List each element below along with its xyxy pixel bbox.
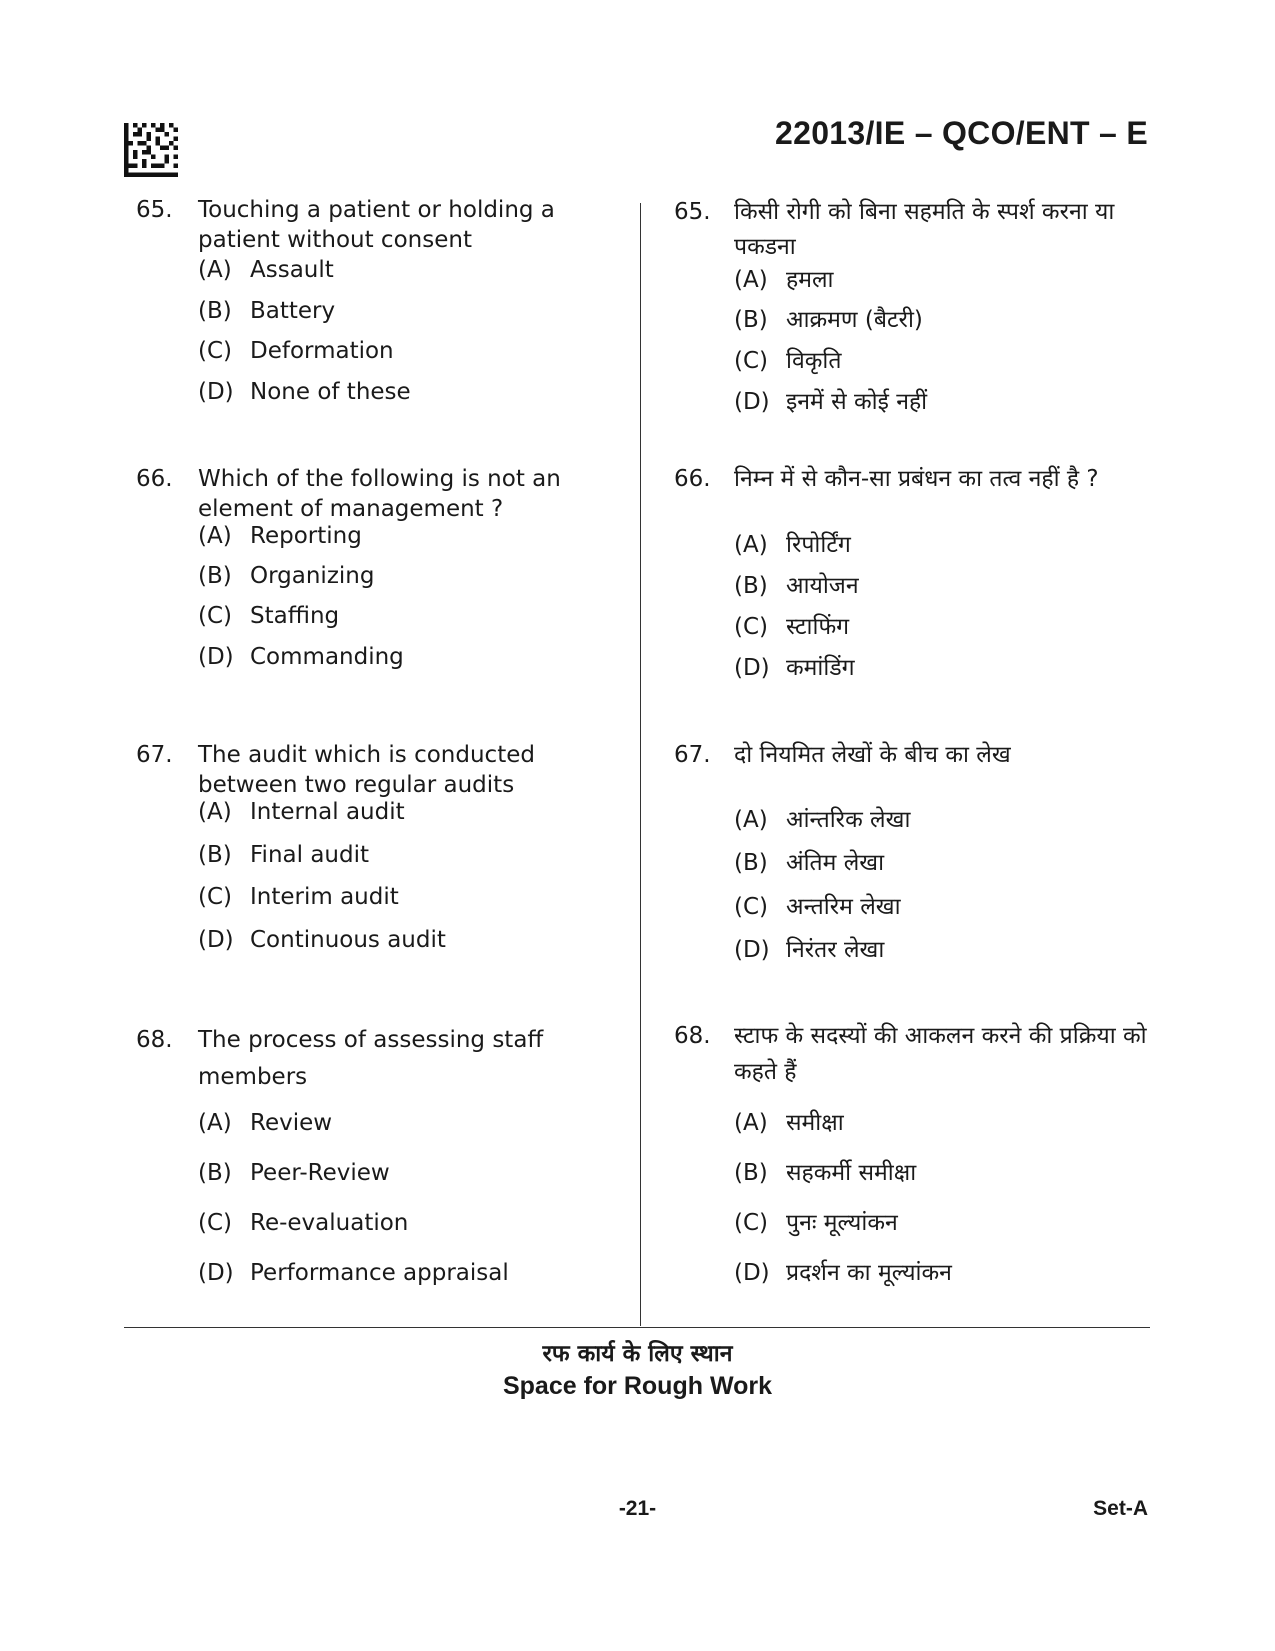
option-label: (B)	[734, 307, 768, 333]
option-text: विकृति	[786, 348, 842, 374]
option-b[interactable]	[198, 840, 369, 870]
option-text: आंन्तरिक लेखा	[786, 807, 911, 833]
option-c[interactable]	[198, 882, 399, 912]
question-number: 66.	[136, 466, 173, 492]
option-label: (B)	[198, 1160, 232, 1186]
option-text: Assault	[250, 257, 334, 283]
option-d[interactable]	[198, 642, 404, 672]
question-68-hi	[674, 1018, 1154, 1286]
option-c[interactable]	[734, 1208, 898, 1238]
option-d[interactable]	[734, 1258, 952, 1288]
option-text: अंतिम लेखा	[786, 850, 885, 876]
option-label: (B)	[198, 563, 232, 589]
option-label: (C)	[198, 884, 233, 910]
option-label: (D)	[734, 1260, 770, 1286]
question-text: The audit which is conducted between two regular audits	[198, 742, 535, 798]
option-label: (A)	[198, 1110, 232, 1136]
column-divider	[640, 203, 641, 1326]
question-68-en	[136, 1022, 626, 1286]
option-label: (C)	[198, 1210, 233, 1236]
question-65-en	[136, 195, 626, 405]
page-number: -21-	[618, 1497, 657, 1520]
option-d[interactable]	[198, 1258, 509, 1288]
option-label: (D)	[734, 937, 770, 963]
option-d[interactable]	[734, 387, 927, 417]
option-text: रिपोर्टिंग	[786, 532, 851, 558]
option-b[interactable]	[198, 1158, 390, 1188]
question-number: 67.	[136, 742, 173, 768]
option-text: Peer-Review	[250, 1160, 390, 1186]
option-label: (C)	[198, 603, 233, 629]
question-67-hi	[674, 740, 1154, 963]
option-c[interactable]	[198, 1208, 408, 1238]
option-label: (B)	[734, 850, 768, 876]
option-text: None of these	[250, 379, 411, 405]
option-text: प्रदर्शन का मूल्यांकन	[786, 1260, 952, 1286]
option-d[interactable]	[198, 377, 411, 407]
question-number: 67.	[674, 742, 711, 768]
option-label: (A)	[198, 257, 232, 283]
option-text: Re-evaluation	[250, 1210, 409, 1236]
question-text: स्टाफ के सदस्यों की आकलन करने की प्रक्रिया को कहते हैं	[734, 1023, 1147, 1085]
option-d[interactable]	[198, 925, 446, 955]
question-text: किसी रोगी को बिना सहमति के स्पर्श करना या पकडना	[734, 199, 1115, 260]
option-text: Final audit	[250, 842, 369, 868]
rough-work-hindi: रफ कार्य के लिए स्थान	[542, 1340, 733, 1367]
set-label: Set-A	[1093, 1497, 1148, 1520]
option-b[interactable]	[198, 296, 335, 326]
option-text: अन्तरिम लेखा	[786, 894, 901, 920]
option-text: निरंतर लेखा	[786, 937, 885, 963]
option-text: पुनः मूल्यांकन	[786, 1210, 898, 1236]
option-d[interactable]	[734, 935, 884, 965]
option-text: आक्रमण (बैटरी)	[786, 307, 923, 333]
option-text: Battery	[250, 298, 336, 324]
option-text: Continuous audit	[250, 927, 446, 953]
option-label: (D)	[734, 389, 770, 415]
option-a[interactable]	[198, 521, 362, 551]
option-label: (B)	[198, 298, 232, 324]
option-text: आयोजन	[786, 573, 859, 599]
paper-code: 22013/IE – QCO/ENT – E	[775, 115, 1148, 151]
question-text: Which of the following is not an element of management ?	[198, 466, 561, 522]
option-a[interactable]	[198, 255, 334, 285]
option-text: Commanding	[250, 644, 404, 670]
option-label: (A)	[198, 799, 232, 825]
option-label: (A)	[734, 1110, 768, 1136]
question-text: Touching a patient or holding a patient without consent	[198, 197, 555, 253]
option-label: (C)	[734, 348, 769, 374]
option-label: (D)	[198, 379, 234, 405]
option-text: Review	[250, 1110, 333, 1136]
option-text: इनमें से कोई नहीं	[786, 389, 928, 415]
question-66-hi	[674, 464, 1154, 681]
option-label: (C)	[198, 338, 233, 364]
option-b[interactable]	[734, 1158, 916, 1188]
option-b[interactable]	[734, 848, 884, 878]
option-text: Deformation	[250, 338, 394, 364]
option-text: Organizing	[250, 563, 375, 589]
option-text: कमांडिंग	[786, 655, 855, 681]
option-label: (B)	[198, 842, 232, 868]
option-c[interactable]	[734, 346, 841, 376]
option-label: (A)	[734, 807, 768, 833]
option-d[interactable]	[734, 653, 855, 683]
option-text: सहकर्मी समीक्षा	[786, 1160, 917, 1186]
option-text: Staffing	[250, 603, 340, 629]
option-label: (C)	[734, 894, 769, 920]
option-c[interactable]	[734, 892, 901, 922]
option-a[interactable]	[734, 1108, 844, 1138]
option-label: (B)	[734, 1160, 768, 1186]
question-number: 65.	[136, 197, 173, 223]
option-c[interactable]	[734, 612, 849, 642]
option-text: स्टाफिंग	[786, 614, 850, 640]
rough-work-english: Space for Rough Work	[502, 1372, 772, 1400]
option-text: Reporting	[250, 523, 362, 549]
question-number: 68.	[674, 1023, 711, 1049]
option-text: Performance appraisal	[250, 1260, 509, 1286]
option-b[interactable]	[734, 305, 923, 335]
option-label: (D)	[198, 927, 234, 953]
qr-code	[124, 123, 178, 177]
option-b[interactable]	[198, 561, 374, 591]
option-label: (A)	[734, 532, 768, 558]
question-text: दो नियमित लेखों के बीच का लेख	[734, 742, 1011, 768]
option-c[interactable]	[198, 336, 394, 366]
question-number: 66.	[674, 466, 711, 492]
option-text: Interim audit	[250, 884, 399, 910]
bottom-rule	[124, 1327, 1150, 1328]
option-label: (A)	[734, 267, 768, 293]
question-number: 65.	[674, 199, 711, 225]
option-label: (D)	[198, 644, 234, 670]
question-number: 68.	[136, 1027, 173, 1053]
option-a[interactable]	[734, 265, 834, 295]
question-66-en	[136, 464, 626, 670]
option-label: (C)	[734, 614, 769, 640]
option-c[interactable]	[198, 601, 339, 631]
option-label: (B)	[734, 573, 768, 599]
option-a[interactable]	[198, 797, 405, 827]
option-label: (C)	[734, 1210, 769, 1236]
question-67-en	[136, 740, 626, 953]
option-label: (A)	[198, 523, 232, 549]
question-65-hi	[674, 195, 1154, 415]
option-text: Internal audit	[250, 799, 405, 825]
option-a[interactable]	[198, 1108, 332, 1138]
option-a[interactable]	[734, 805, 910, 835]
option-b[interactable]	[734, 571, 859, 601]
question-text: निम्न में से कौन-सा प्रबंधन का तत्व नहीं है ?	[734, 466, 1099, 492]
option-label: (D)	[198, 1260, 234, 1286]
option-label: (D)	[734, 655, 770, 681]
option-text: हमला	[786, 267, 834, 293]
option-a[interactable]	[734, 530, 851, 560]
question-text: The process of assessing staff members	[198, 1027, 544, 1090]
option-text: समीक्षा	[786, 1110, 844, 1136]
